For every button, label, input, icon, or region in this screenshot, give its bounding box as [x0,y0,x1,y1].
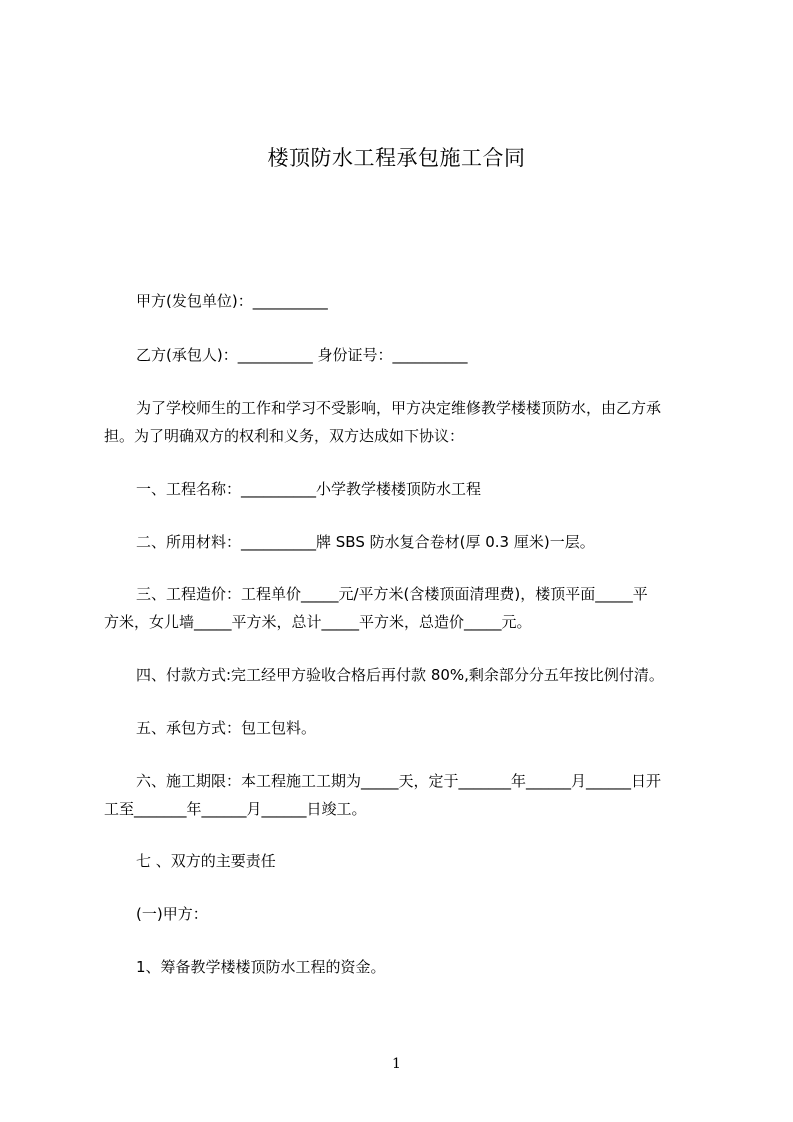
party-a-line: 甲方(发包单位)：__________ [136,292,328,310]
page-title: 楼顶防水工程承包施工合同 [267,146,526,170]
clause-cost-cont [104,613,704,631]
clause-contract-type: 五、承包方式：包工包料。 [136,719,317,737]
clause-schedule-cont [104,800,704,818]
intro-line-1: 为了学校师生的工作和学习不受影响，甲方决定维修教学楼楼顶防水，由乙方承 [136,399,662,417]
clause-schedule-line-1: 六、施工期限：本工程施工工期为_____天，定于_______年______月______日开 [136,772,662,790]
clause-payment: 四、付款方式:完工经甲方验收合格后再付款 80%,剩余部分分五年按比例付清。 [136,666,664,684]
clause-schedule-line-2: 工至_______年______月______日竣工。 [104,800,367,818]
party-a-heading: (一)甲方： [136,905,208,923]
intro-line-2: 担。为了明确双方的权利和义务，双方达成如下协议： [104,427,465,445]
clause-cost-line-2: 方米，女儿墙_____平方米，总计_____平方米，总造价_____元。 [104,613,532,631]
intro-paragraph-cont [104,427,704,445]
clause-materials: 二、所用材料：__________牌 SBS 防水复合卷材(厚 0.3 厘米)一层。 [136,533,595,551]
clause-cost [136,585,736,603]
clause-schedule [136,772,736,790]
page-number: 1 [392,1056,401,1072]
party-b-line: 乙方(承包人)：__________ 身份证号：__________ [136,346,468,364]
clause-cost-line-1: 三、工程造价：工程单价_____元/平方米(含楼顶面清理费)，楼顶平面_____平 [136,585,648,603]
intro-paragraph [136,399,736,417]
clause-project-name: 一、工程名称：__________小学教学楼楼顶防水工程 [136,480,482,498]
clause-responsibilities: 七 、双方的主要责任 [136,852,276,870]
duty-item-1: 1、筹备教学楼楼顶防水工程的资金。 [136,958,386,976]
